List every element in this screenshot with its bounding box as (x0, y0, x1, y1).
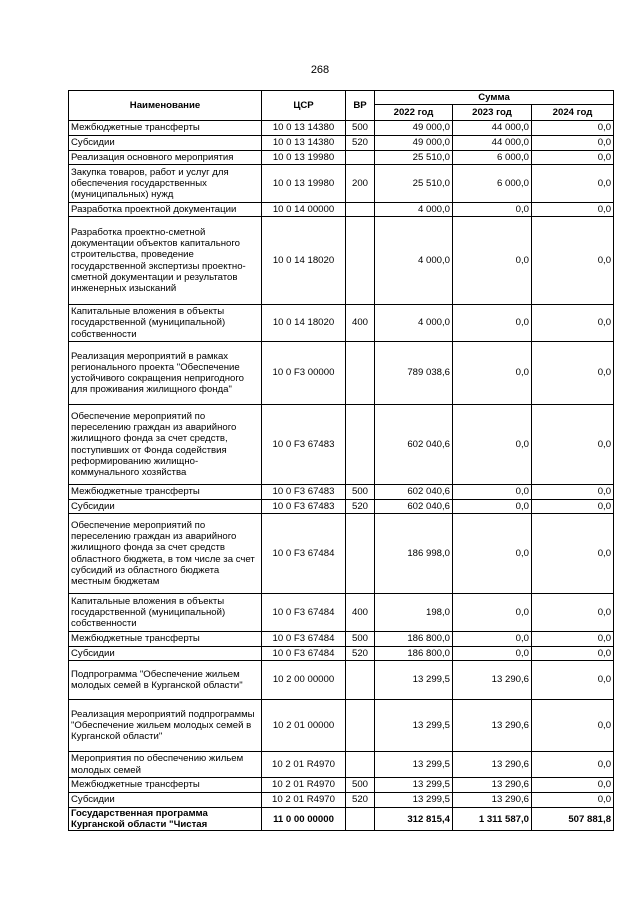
table-row (69, 778, 614, 793)
cell-name: Обеспечение мероприятий по переселению граждан из аварийного жилищного фонда за счет средств, поступивших от Фонда содействия реформированию жилищно-коммунального хозяйства (69, 405, 262, 485)
cell-name: Межбюджетные трансферты (69, 632, 262, 647)
cell-csr: 10 0 F3 67483 (262, 405, 346, 485)
cell-2022: 25 510,0 (375, 151, 453, 165)
cell-name: Обеспечение мероприятий по переселению граждан из аварийного жилищного фонда за счет средств областного бюджета, в том числе за счет субсидий из областного бюджета местным бюджетам (69, 514, 262, 594)
cell-vr: 500 (346, 778, 375, 793)
cell-2022: 198,0 (375, 594, 453, 632)
table-row (69, 151, 614, 165)
cell-2024: 0,0 (532, 594, 614, 632)
cell-2024: 0,0 (532, 405, 614, 485)
cell-2023: 13 290,6 (453, 752, 532, 778)
cell-2022: 602 040,6 (375, 485, 453, 500)
cell-csr: 10 2 01 R4970 (262, 752, 346, 778)
cell-2024: 0,0 (532, 632, 614, 647)
cell-2024: 0,0 (532, 217, 614, 305)
cell-name: Закупка товаров, работ и услуг для обеспечения государственных (муниципальных) нужд (69, 165, 262, 203)
cell-2024: 0,0 (532, 700, 614, 752)
cell-vr (346, 700, 375, 752)
cell-csr: 10 0 14 18020 (262, 305, 346, 342)
cell-2024: 0,0 (532, 151, 614, 165)
cell-csr: 10 0 14 18020 (262, 217, 346, 305)
cell-2024: 0,0 (532, 778, 614, 793)
header-vr: ВР (346, 91, 375, 121)
cell-vr (346, 752, 375, 778)
cell-2023: 13 290,6 (453, 778, 532, 793)
table-row (69, 647, 614, 661)
cell-vr: 500 (346, 121, 375, 136)
cell-csr: 10 2 01 R4970 (262, 778, 346, 793)
cell-2024: 0,0 (532, 165, 614, 203)
header-2024: 2024 год (532, 105, 614, 121)
cell-csr: 10 0 13 14380 (262, 136, 346, 151)
cell-name: Мероприятия по обеспечению жильем молодых семей (69, 752, 262, 778)
cell-2023: 13 290,6 (453, 661, 532, 700)
cell-2024: 0,0 (532, 121, 614, 136)
cell-name: Межбюджетные трансферты (69, 778, 262, 793)
table-row (69, 514, 614, 594)
cell-2024: 0,0 (532, 305, 614, 342)
table-header (69, 91, 614, 121)
table-row (69, 500, 614, 514)
cell-csr: 10 0 F3 00000 (262, 342, 346, 405)
cell-2023: 0,0 (453, 632, 532, 647)
cell-2024: 0,0 (532, 661, 614, 700)
cell-2023: 0,0 (453, 305, 532, 342)
cell-vr (346, 203, 375, 217)
table-row (69, 752, 614, 778)
cell-2022: 789 038,6 (375, 342, 453, 405)
cell-vr (346, 661, 375, 700)
cell-2024: 0,0 (532, 647, 614, 661)
cell-2024: 0,0 (532, 203, 614, 217)
cell-csr: 10 0 13 14380 (262, 121, 346, 136)
cell-2024: 0,0 (532, 485, 614, 500)
cell-2024: 507 881,8 (532, 808, 614, 831)
cell-2023: 44 000,0 (453, 121, 532, 136)
cell-name: Межбюджетные трансферты (69, 485, 262, 500)
cell-vr (346, 405, 375, 485)
cell-2022: 13 299,5 (375, 752, 453, 778)
cell-2023: 0,0 (453, 405, 532, 485)
cell-vr (346, 514, 375, 594)
cell-2022: 312 815,4 (375, 808, 453, 831)
cell-csr: 10 2 00 00000 (262, 661, 346, 700)
table-row (69, 305, 614, 342)
cell-csr: 10 2 01 R4970 (262, 793, 346, 808)
cell-2024: 0,0 (532, 793, 614, 808)
table-row (69, 405, 614, 485)
table-row (69, 808, 614, 831)
table-row (69, 121, 614, 136)
cell-2023: 0,0 (453, 342, 532, 405)
cell-vr (346, 151, 375, 165)
table-body (69, 121, 614, 831)
cell-2022: 602 040,6 (375, 405, 453, 485)
cell-csr: 10 0 F3 67484 (262, 594, 346, 632)
budget-table (68, 90, 614, 831)
table-row (69, 632, 614, 647)
header-2023: 2023 год (453, 105, 532, 121)
cell-2024: 0,0 (532, 342, 614, 405)
cell-2023: 13 290,6 (453, 700, 532, 752)
table-row (69, 136, 614, 151)
cell-2022: 4 000,0 (375, 203, 453, 217)
cell-2023: 0,0 (453, 203, 532, 217)
cell-name: Субсидии (69, 500, 262, 514)
table-row (69, 700, 614, 752)
cell-2023: 0,0 (453, 500, 532, 514)
table-row (69, 594, 614, 632)
cell-vr (346, 342, 375, 405)
cell-2023: 1 311 587,0 (453, 808, 532, 831)
cell-2023: 0,0 (453, 485, 532, 500)
cell-2024: 0,0 (532, 500, 614, 514)
cell-vr: 500 (346, 632, 375, 647)
cell-2023: 0,0 (453, 514, 532, 594)
table-row (69, 485, 614, 500)
cell-2024: 0,0 (532, 514, 614, 594)
cell-2023: 13 290,6 (453, 793, 532, 808)
table-row (69, 203, 614, 217)
cell-2022: 13 299,5 (375, 661, 453, 700)
cell-name: Реализация мероприятий подпрограммы "Обеспечение жильем молодых семей в Курганской области" (69, 700, 262, 752)
cell-csr: 10 0 13 19980 (262, 151, 346, 165)
table-row (69, 342, 614, 405)
cell-name: Государственная программа Курганской области "Чистая (69, 808, 262, 831)
cell-csr: 11 0 00 00000 (262, 808, 346, 831)
cell-csr: 10 2 01 00000 (262, 700, 346, 752)
header-sum: Сумма (375, 91, 614, 105)
cell-2024: 0,0 (532, 136, 614, 151)
cell-name: Межбюджетные трансферты (69, 121, 262, 136)
cell-2023: 0,0 (453, 647, 532, 661)
header-name: Наименование (69, 91, 262, 121)
cell-csr: 10 0 13 19980 (262, 165, 346, 203)
header-csr: ЦСР (262, 91, 346, 121)
cell-vr: 520 (346, 500, 375, 514)
cell-2022: 13 299,5 (375, 778, 453, 793)
header-2022: 2022 год (375, 105, 453, 121)
cell-2024: 0,0 (532, 752, 614, 778)
page-number: 268 (310, 64, 330, 76)
table-row (69, 165, 614, 203)
table-row (69, 217, 614, 305)
cell-name: Разработка проектно-сметной документации объектов капитального строительства, проведение государственной экспертизы проектно-сметной документации и результатов инженерных изысканий (69, 217, 262, 305)
cell-2022: 13 299,5 (375, 700, 453, 752)
cell-2023: 6 000,0 (453, 151, 532, 165)
cell-2022: 25 510,0 (375, 165, 453, 203)
cell-2022: 13 299,5 (375, 793, 453, 808)
cell-2022: 49 000,0 (375, 121, 453, 136)
cell-2023: 6 000,0 (453, 165, 532, 203)
table-row (69, 661, 614, 700)
cell-2023: 44 000,0 (453, 136, 532, 151)
cell-vr: 400 (346, 305, 375, 342)
cell-csr: 10 0 F3 67484 (262, 514, 346, 594)
cell-vr: 520 (346, 136, 375, 151)
cell-vr: 500 (346, 485, 375, 500)
cell-name: Субсидии (69, 647, 262, 661)
cell-name: Капитальные вложения в объекты государственной (муниципальной) собственности (69, 594, 262, 632)
cell-csr: 10 0 F3 67483 (262, 485, 346, 500)
cell-name: Субсидии (69, 793, 262, 808)
cell-csr: 10 0 14 00000 (262, 203, 346, 217)
cell-csr: 10 0 F3 67483 (262, 500, 346, 514)
cell-vr: 520 (346, 647, 375, 661)
cell-2022: 602 040,6 (375, 500, 453, 514)
cell-2022: 186 800,0 (375, 632, 453, 647)
cell-vr: 520 (346, 793, 375, 808)
cell-vr: 200 (346, 165, 375, 203)
cell-name: Разработка проектной документации (69, 203, 262, 217)
table-row (69, 793, 614, 808)
cell-vr (346, 217, 375, 305)
cell-name: Капитальные вложения в объекты государственной (муниципальной) собственности (69, 305, 262, 342)
cell-vr: 400 (346, 594, 375, 632)
cell-name: Субсидии (69, 136, 262, 151)
cell-csr: 10 0 F3 67484 (262, 632, 346, 647)
cell-name: Подпрограмма "Обеспечение жильем молодых семей в Курганской области" (69, 661, 262, 700)
cell-2022: 186 800,0 (375, 647, 453, 661)
cell-2022: 49 000,0 (375, 136, 453, 151)
cell-csr: 10 0 F3 67484 (262, 647, 346, 661)
cell-name: Реализация основного мероприятия (69, 151, 262, 165)
cell-2022: 4 000,0 (375, 217, 453, 305)
cell-vr (346, 808, 375, 831)
cell-name: Реализация мероприятий в рамках регионального проекта "Обеспечение устойчивого сокращения непригодного для проживания жилищного фонда" (69, 342, 262, 405)
cell-2023: 0,0 (453, 594, 532, 632)
cell-2022: 4 000,0 (375, 305, 453, 342)
cell-2023: 0,0 (453, 217, 532, 305)
cell-2022: 186 998,0 (375, 514, 453, 594)
